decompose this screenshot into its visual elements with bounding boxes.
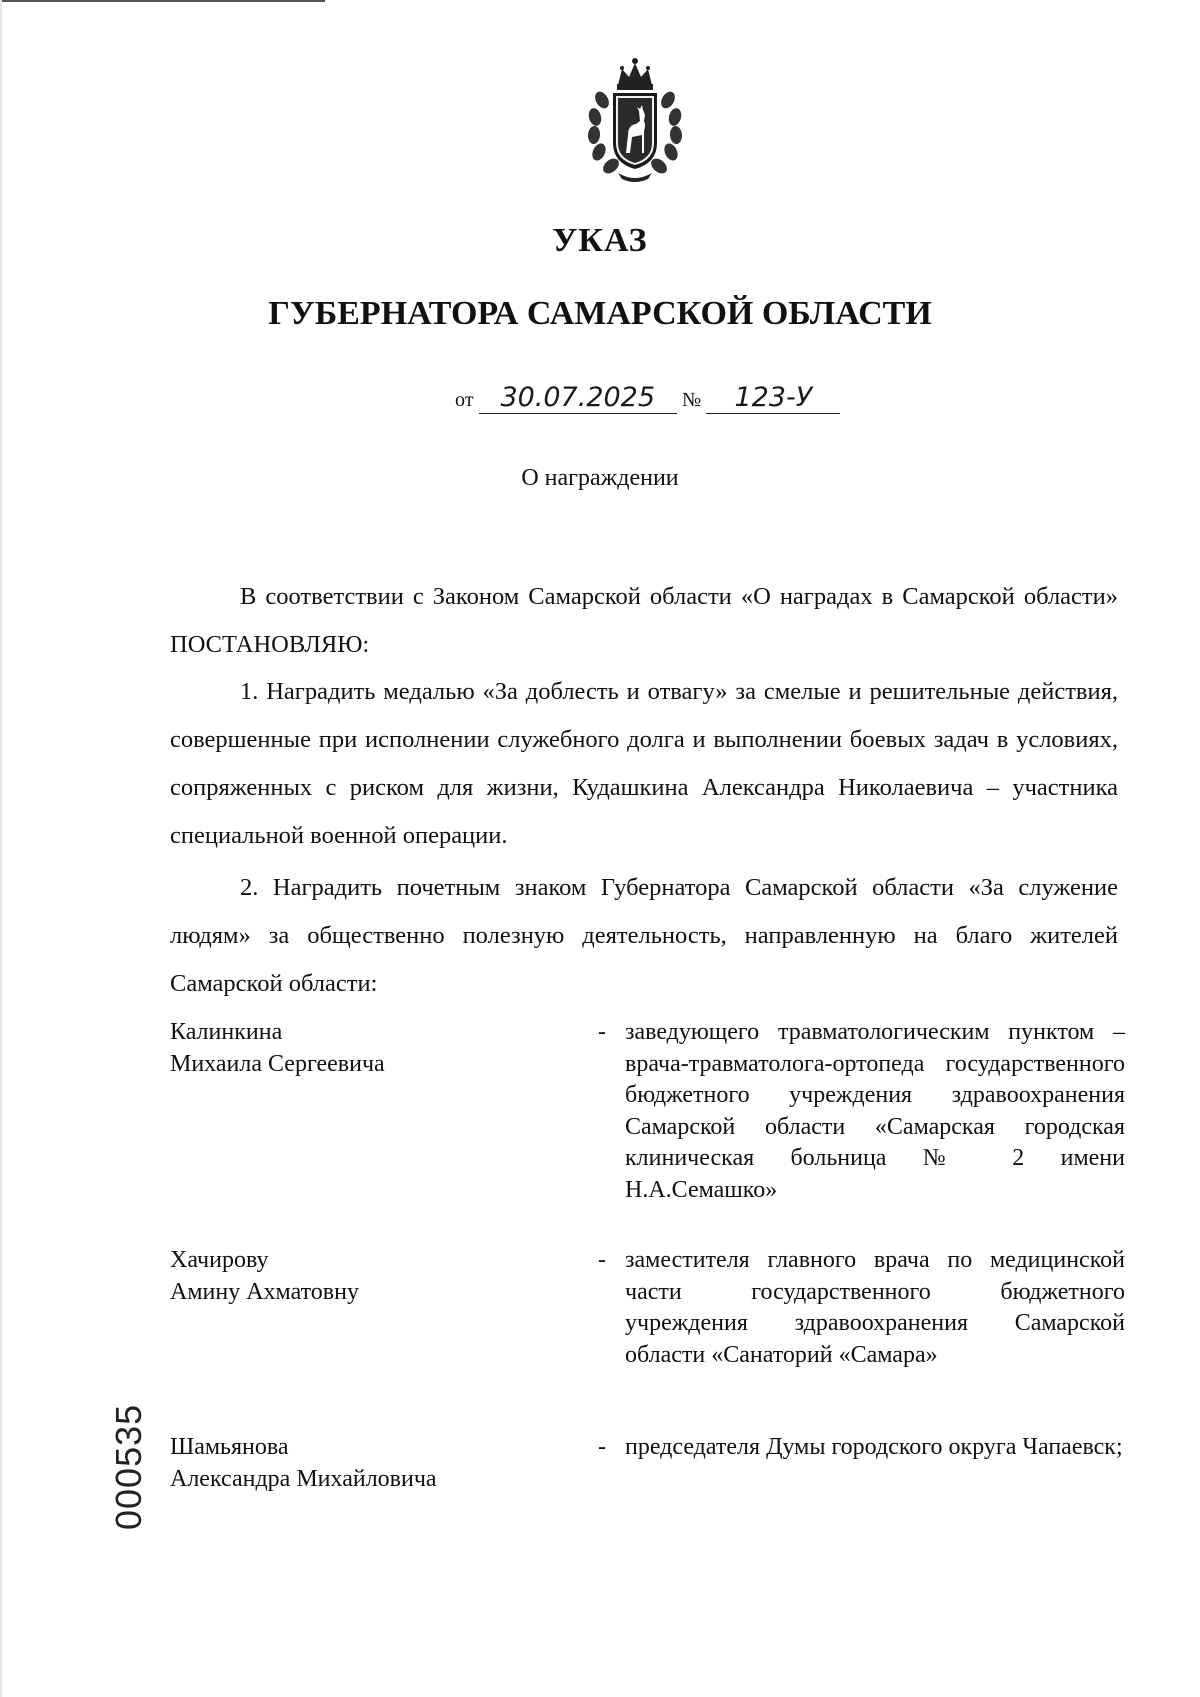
document-subject: О награждении [521,465,679,491]
handwritten-number: 123-У [706,383,840,414]
awardee-position: заместителя главного врача по медицинской части государственного бюджетного учреждения здравоохранения Самарской области «Санаторий «Самара» [625,1247,1125,1368]
list-dash: - [598,1247,606,1273]
awardee-name: Шамьянова Александра Михайловича [170,1434,437,1492]
document-title: УКАЗ [552,222,648,259]
awardee-position: председателя Думы городского округа Чапаевск; [625,1434,1123,1460]
clause-2-paragraph: 2. Наградить почетным знаком Губернатора Самарской области «За служение людям» за общественно полезную деятельность, направленную на благо жителей Самарской области: [170,874,1118,997]
awardee-name: Калинкина Михаила Сергеевича [170,1019,385,1077]
handwritten-date: 30.07.2025 [479,383,677,414]
top-border-line [0,0,325,2]
preamble-paragraph: В соответствии с Законом Самарской области «О наградах в Самарской области» ПОСТАНОВЛЯЮ: [170,583,1118,658]
date-number-line [455,383,840,414]
list-dash: - [598,1434,606,1460]
document-subtitle: ГУБЕРНАТОРА САМАРСКОЙ ОБЛАСТИ [268,295,932,332]
awardee-name: Хачирову Амину Ахматовну [170,1247,359,1305]
form-serial-number: 000535 [108,1403,149,1530]
list-dash: - [598,1019,606,1045]
awardee-position: заведующего травматологическим пунктом – врача-травматолога-ортопеда государственного бюджетного учреждения здравоохранения Самарской области «Самарская городская клиническая больница № 2 имени Н.А.Семашко» [625,1019,1125,1203]
number-label: № [681,389,702,411]
clause-1-paragraph: 1. Наградить медалью «За доблесть и отвагу» за смелые и решительные действия, совершенные при исполнении служебного долга и выполнении боевых задач в условиях, сопряженных с риском для жизни, Кудашкина Александра Николаевича – участника специальной военной операции. [170,678,1118,849]
date-label: от [455,389,474,411]
samara-coat-of-arms-icon [582,55,688,183]
